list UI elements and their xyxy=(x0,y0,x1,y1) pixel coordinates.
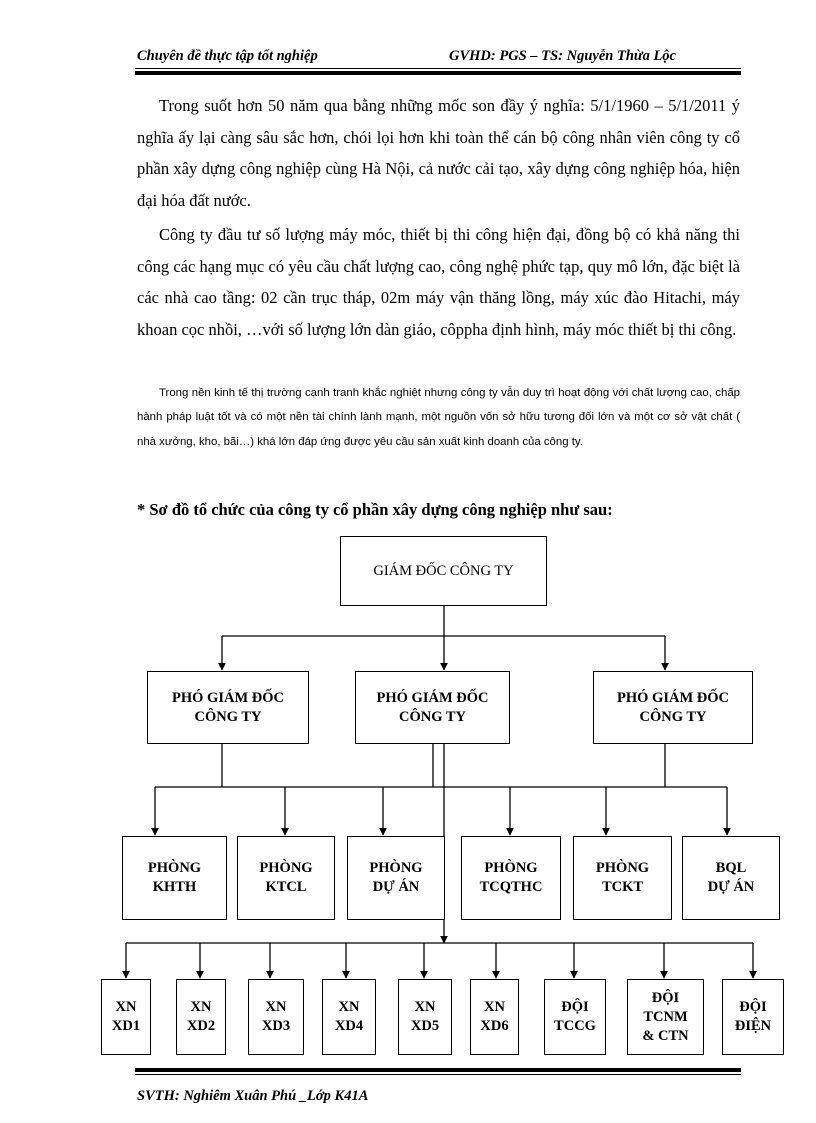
unit-box-line: XD4 xyxy=(334,1018,364,1034)
unit-box xyxy=(398,979,452,1055)
deputy-director-box-line: CÔNG TY xyxy=(194,708,262,725)
unit-box-line: XD2 xyxy=(186,1018,216,1034)
deputy-director-box-line: CÔNG TY xyxy=(398,708,466,725)
header-right: GVHD: PGS – TS: Nguyễn Thừa Lộc xyxy=(449,48,676,64)
footer: SVTH: Nghiêm Xuân Phú _Lớp K41A xyxy=(137,1088,369,1104)
paragraph-2-text: Công ty đầu tư số lượng máy móc, thiết bị thi công hiện đại, đồng bộ có khả năng thi công các hạng mục có yêu cầu chất lượng cao, công nghệ phức tạp, quy mô lớn, đặc biệt là các nhà cao tầng: 02 cần trục tháp, 02m máy vận thăng lồng, máy xúc đào Hitachi, máy khoan cọc nhồi, …với số lượng lớn dàn giáo, côppha định hình, máy móc thiết bị thi công. xyxy=(137,225,740,339)
unit-box xyxy=(627,979,704,1055)
unit-box xyxy=(176,979,226,1055)
deputy-director-box-line: PHÓ GIÁM ĐỐC xyxy=(376,689,489,706)
unit-box-line: XN xyxy=(414,999,436,1015)
director-box xyxy=(340,536,547,606)
department-box-line: PHÒNG xyxy=(595,860,650,876)
department-box-line: PHÒNG xyxy=(369,860,423,876)
unit-box-line: XN xyxy=(115,999,137,1015)
department-box-line: PHÒNG xyxy=(259,860,313,876)
department-box xyxy=(682,836,780,920)
unit-box-line: ĐỘI xyxy=(561,999,589,1015)
director-box-line: GIÁM ĐỐC CÔNG TY xyxy=(373,562,514,579)
department-box xyxy=(347,836,445,920)
department-box-line: KTCL xyxy=(265,879,307,895)
deputy-director-box xyxy=(147,671,309,744)
unit-box xyxy=(248,979,304,1055)
unit-box-line: ĐỘI xyxy=(739,999,767,1015)
unit-box-line: XD3 xyxy=(261,1018,291,1034)
department-box-line: KHTH xyxy=(152,879,197,895)
unit-box-line: XN xyxy=(484,999,505,1015)
department-box-line: TCQTHC xyxy=(479,879,543,895)
department-box-line: BQL xyxy=(715,860,747,876)
unit-box-line: XD1 xyxy=(111,1018,141,1034)
deputy-director-box xyxy=(355,671,510,744)
unit-box xyxy=(101,979,151,1055)
footer-rule-thin xyxy=(135,1074,741,1075)
unit-box-line: TCNM xyxy=(643,1008,688,1025)
department-box-line: PHÒNG xyxy=(147,860,202,876)
unit-box-line: XD5 xyxy=(410,1018,440,1034)
paragraph-3-text: Trong nền kinh tế thị trường cạnh tranh khắc nghiệt nhưng công ty vẫn duy trì hoạt động với chất lượng cao, chấp hành pháp luật tốt và có một nền tài chính lành mạnh, một nguồn vốn sở hữu tương đối lớn và một cơ sở vật chất ( nhà xưởng, kho, bãi…) khá lớn đáp ứng được yêu cầu sản xuất kinh doanh của công ty. xyxy=(137,387,740,448)
deputy-director-box-line: PHÓ GIÁM ĐỐC xyxy=(172,689,284,706)
deputy-director-box xyxy=(593,671,753,744)
footer-rule-thick xyxy=(135,1068,741,1072)
unit-box xyxy=(322,979,376,1055)
unit-box-line: & CTN xyxy=(642,1027,689,1044)
department-box-line: DỰ ÁN xyxy=(707,879,755,895)
unit-box-line: XN xyxy=(190,999,212,1015)
unit-box-line: XD6 xyxy=(480,1018,509,1034)
unit-box-line: XN xyxy=(265,999,287,1015)
department-box-line: DỰ ÁN xyxy=(372,879,420,895)
department-box-line: TCKT xyxy=(601,879,644,895)
unit-box xyxy=(544,979,606,1055)
unit-box xyxy=(470,979,519,1055)
unit-box-line: ĐỘI xyxy=(651,989,680,1006)
department-box xyxy=(122,836,227,920)
deputy-director-box-line: CÔNG TY xyxy=(639,708,707,725)
department-box xyxy=(573,836,672,920)
header-left: Chuyên đề thực tập tốt nghiệp xyxy=(137,48,318,64)
department-box xyxy=(237,836,335,920)
unit-box-line: TCCG xyxy=(554,1018,596,1034)
paragraph-1-text: Trong suốt hơn 50 năm qua bằng những mốc son đầy ý nghĩa: 5/1/1960 – 5/1/2011 ý nghĩa ấy lại càng sâu sắc hơn, chói lọi hơn khi toàn thể cán bộ công nhân viên công ty cổ phần xây dựng công nghiệp cùng Hà Nội, cả nước cải tạo, xây dựng công nghiệp hóa, hiện đại hóa đất nước. xyxy=(137,96,740,210)
chart-heading: * Sơ đồ tổ chức của công ty cổ phần xây dựng công nghiệp như sau: xyxy=(137,500,613,519)
department-box-line: PHÒNG xyxy=(484,860,538,876)
deputy-director-box-line: PHÓ GIÁM ĐỐC xyxy=(617,689,729,706)
department-box xyxy=(461,836,561,920)
unit-box xyxy=(722,979,784,1055)
unit-box-line: ĐIỆN xyxy=(734,1018,772,1034)
unit-box-line: XN xyxy=(338,999,360,1015)
